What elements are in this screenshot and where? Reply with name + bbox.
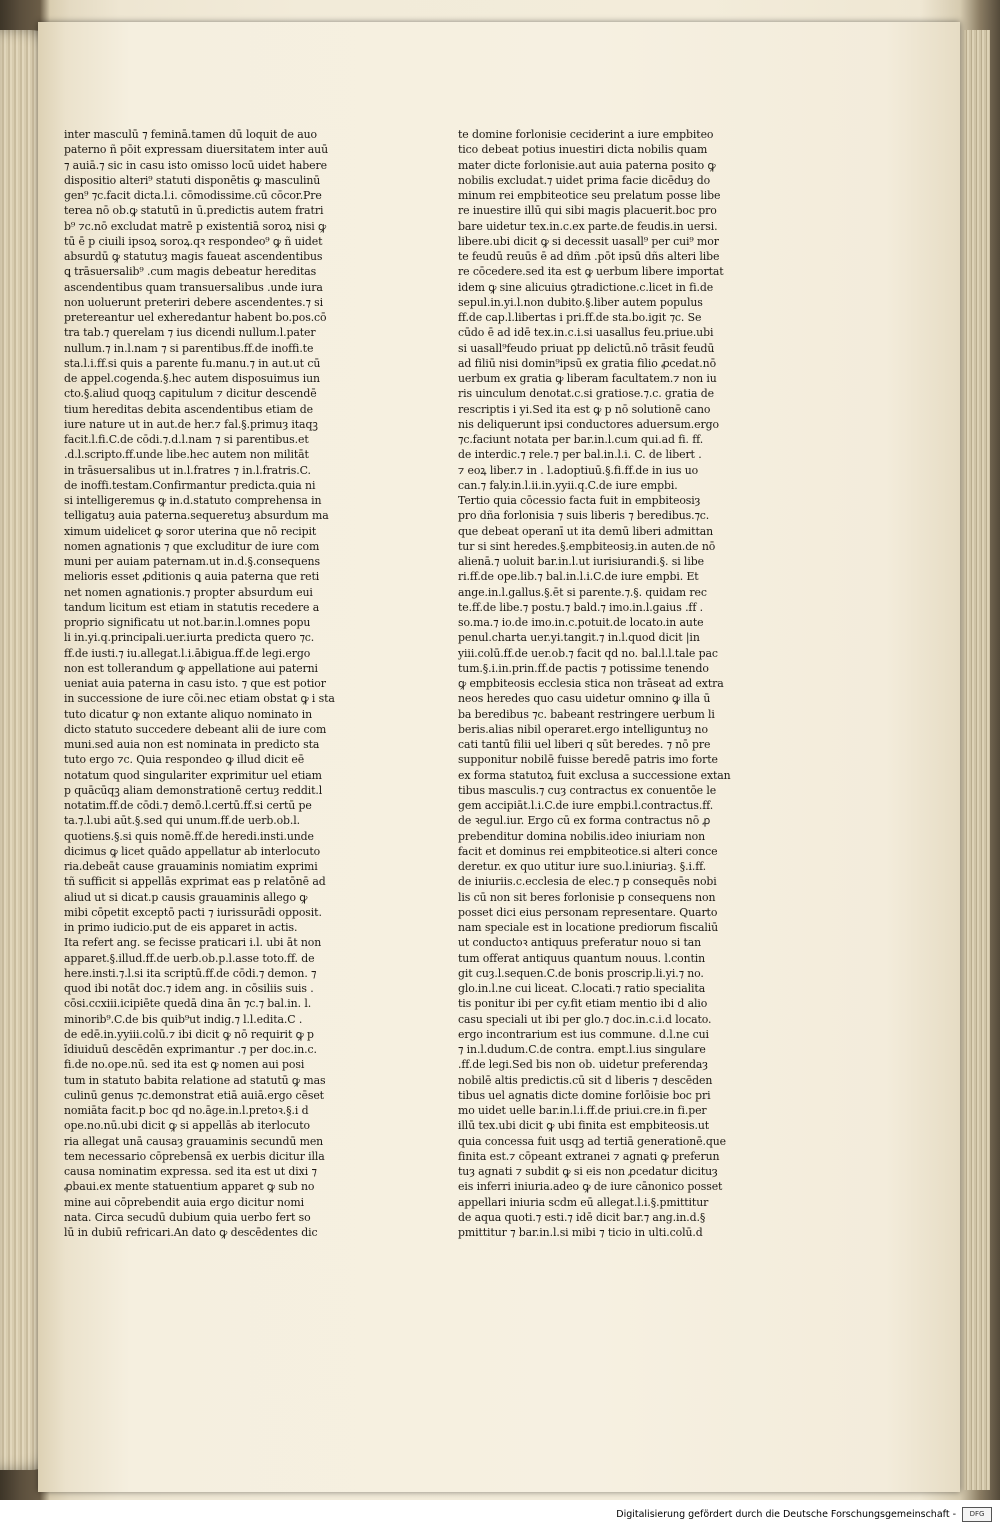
text-line: lū in dubiū refricari.An dato ꝙ descēdentes dic	[64, 1226, 318, 1239]
text-line: in primo iudicio.put de eis apparet in actis.	[64, 921, 298, 934]
text-line: te.ff.de libe.⁊ postu.⁊ bald.⁊ imo.in.l.gaius .ff .	[458, 600, 704, 614]
text-line: melioris esset ꝓditionis ꝗ auia paterna que reti	[64, 570, 320, 584]
text-line: te feudū reuūs ē ad dñm .pōt ipsū dñs alteri libe	[458, 250, 720, 263]
text-line: aliud ut si dicat.p causis grauaminis allego ꝙ	[64, 890, 308, 904]
text-line: facit.l.fi.C.de cōdi.⁊.d.l.nam ⁊ si parentibus.et	[64, 433, 309, 446]
text-line: rescriptis i yi.Sed ita est ꝙ p nō solutionē cano	[458, 402, 711, 416]
text-line: tuto dicatur ꝙ non extante aliquo nominato in	[64, 707, 313, 721]
text-line: ris uinculum denotat.c.si gratiose.⁊.c. gratia de	[458, 387, 714, 401]
text-line: ange.in.l.gallus.§.ēt si parente.⁊.§. quidam rec	[458, 585, 707, 599]
text-line: tra tab.⁊ querelam ⁊ ius dicendi nullum.l.pater	[64, 326, 316, 340]
text-line: ba beredibus ⁊c. babeant restringere uerbum li	[458, 707, 715, 721]
text-line: Tertio quia cōcessio facta fuit in empbiteosiȝ	[458, 494, 701, 507]
text-line: can.⁊ faly.in.l.ii.in.yyii.q.C.de iure empbi.	[458, 478, 678, 492]
text-line: mo uidet uelle bar.in.l.i.ff.de priui.cre.in fi.per	[458, 1104, 707, 1117]
text-line: ut conductoꝛ antiquus preferatur nouo si tan	[458, 936, 702, 950]
text-line: si uasall⁹feudo priuat pp delictū.nō trāsit feudū	[458, 341, 715, 355]
text-line: telligatuȝ auia paterna.sequeretuȝ absurdum ma	[64, 509, 329, 523]
text-line: nomiāta facit.p boc qd no.āge.in.l.pretoꝛ.§.i d	[64, 1104, 309, 1117]
text-line: nis deliquerunt ipsi conductores aduersum.ergo	[458, 417, 719, 431]
text-line: so.ma.⁊ io.de imo.in.c.potuit.de locato.in aute	[458, 616, 704, 629]
text-line: de inoffi.testam.Confirmantur predicta.quia ni	[64, 478, 316, 492]
text-line: de appel.cogenda.§.hec autem disposuimus iun	[64, 372, 320, 385]
text-line: tur si sint heredes.§.empbiteosiȝ.in auten.de nō	[458, 539, 716, 553]
text-line: lis cū non sit beres forlonisie p consequens non	[458, 890, 716, 904]
text-line: appellari iniuria scdm eū allegat.l.i.§.pmittitur	[458, 1195, 709, 1209]
text-line: pro dña forlonisia ⁊ suis liberis ⁊ beredibus.⁊c.	[458, 509, 710, 523]
dfg-logo: DFG	[962, 1507, 992, 1522]
text-line: li in.yi.q.principali.uer.iurta predicta quero ⁊c.	[64, 631, 315, 645]
text-line: de ꝛegul.iur. Ergo cū ex forma contractus nō ꝓ	[458, 814, 711, 828]
text-line: b⁹ ⁊c.nō excludat matrē p existentiā soroꝝ nisi ꝙ	[64, 219, 327, 233]
text-line: here.insti.⁊.l.si ita scriptū.ff.de cōdi.⁊ demon. ⁊	[64, 966, 317, 980]
text-line: tū ē p ciuili ipsoꝝ soroꝝ.qꝛ respondeo⁹ ꝙ ñ uidet	[64, 234, 323, 248]
text-line: tuȝ agnati ⁊ subdit ꝙ si eis non ꝓcedatur dicituȝ	[458, 1165, 718, 1178]
text-line: posset dici eius personam representare. Quarto	[458, 905, 718, 919]
text-line: non est tollerandum ꝙ appellatione aui paterni	[64, 661, 318, 675]
text-line: quod ibi notāt doc.⁊ idem ang. in cōsiliis suis .	[64, 982, 314, 995]
text-line: pmittitur ⁊ bar.in.l.si mibi ⁊ ticio in ulti.colū.d	[458, 1226, 703, 1239]
text-line: tandum licitum est etiam in statutis recedere a	[64, 600, 320, 614]
text-line: tibus masculis.⁊ cuȝ contractus ex conuentōe le	[458, 783, 717, 797]
text-line: idem ꝙ sine alicuius ꝯtradictione.c.licet in fi.de	[458, 280, 714, 294]
text-line: ⁊ auiā.⁊ sic in casu isto omisso locū uidet habere	[64, 158, 327, 172]
text-line: penul.charta uer.yi.tangit.⁊ in.l.quod dicit |in	[458, 631, 700, 645]
text-line: .ff.de legi.Sed bis non ob. uidetur preferendaȝ	[458, 1058, 708, 1072]
text-line: ff.de iusti.⁊ iu.allegat.l.i.ābigua.ff.de legi.ergo	[64, 646, 311, 660]
text-line: libere.ubi dicit ꝙ si decessit uasall⁹ per cui⁹ mor	[458, 234, 719, 248]
text-line: inter masculū ⁊ feminā.tamen dū loquit de auo	[64, 128, 317, 141]
text-line: sta.l.i.ff.si quis a parente fu.manu.⁊ in aut.ut cū	[64, 356, 321, 370]
text-line: casu speciali ut ibi per glo.⁊ doc.in.c.i.d locato.	[458, 1012, 712, 1026]
text-line: deretur. ex quo utitur iure suo.l.iniuriaȝ. §.i.ff.	[458, 860, 707, 873]
text-line: quia concessa fuit usqꝫ ad tertiā generationē.que	[458, 1134, 726, 1148]
right-page-edges	[964, 30, 990, 1490]
text-line: dispositio alteri⁹ statuti disponētis ꝙ masculinū	[64, 173, 321, 187]
text-line: supponitur nobilē fuisse beredē patris imo forte	[458, 753, 718, 767]
text-line: ad filiū nisi domin⁹ipsū ex gratia filio ꝓcedat.nō	[458, 356, 717, 370]
text-line: yiii.colū.ff.de uer.ob.⁊ facit qd no. bal.l.l.tale pac	[458, 646, 718, 660]
text-line: tum offerat antiquus quantum nouus. l.contin	[458, 951, 706, 965]
text-line: minorib⁹.C.de bis quib⁹ut indig.⁊ l.l.edita.C .	[64, 1012, 303, 1026]
text-line: causa nominatim expressa. sed ita est ut dixi ⁊	[64, 1165, 317, 1178]
text-line: īdiuiduū descēdēn exprimantur .⁊ per doc.in.c.	[64, 1043, 317, 1056]
text-line: in successione de iure cōi.nec etiam obstat ꝙ i sta	[64, 692, 335, 706]
text-line: gem accipiāt.l.i.C.de iure empbi.l.contractus.ff.	[458, 799, 714, 812]
text-line: fi.de no.ope.nū. sed ita est ꝙ nomen aui posi	[64, 1058, 305, 1072]
text-line: nullum.⁊ in.l.nam ⁊ si parentibus.ff.de inoffi.te	[64, 341, 314, 355]
text-line: alienā.⁊ uoluit bar.in.l.ut iurisiurandi.§. si libe	[458, 555, 704, 568]
text-line: mine aui cōprebendit auia ergo dicitur nomi	[64, 1195, 304, 1209]
text-line: nata. Circa secudū dubium quia uerbo fert so	[64, 1210, 311, 1224]
text-line: non uoluerunt preteriri debere ascendentes.⁊ si	[64, 295, 324, 309]
footer-bar	[0, 1500, 1000, 1527]
text-line: muni.sed auia non est nominata in predicto sta	[64, 738, 320, 751]
text-line: ꝗ trāsuersalib⁹ .cum magis debeatur hereditas	[64, 265, 317, 279]
text-line: de aqua quoti.⁊ esti.⁊ idē dicit bar.⁊ ang.in.d.§	[458, 1210, 706, 1224]
text-line: de edē.in.yyiii.colū.⁊ ibi dicit ꝙ nō requirit ꝙ p	[64, 1027, 314, 1041]
text-line: ri.ff.de ope.lib.⁊ bal.in.l.i.C.de iure empbi. Et	[458, 570, 699, 584]
text-line: cto.§.aliud quoqꝫ capitulum ⁊ dicitur descendē	[64, 387, 317, 401]
text-line: ⁊c.faciunt notata per bar.in.l.cum qui.ad fi. ff.	[458, 433, 704, 446]
text-line: apparet.§.illud.ff.de uerb.ob.p.l.asse toto.ff. de	[64, 951, 315, 965]
text-line: tum in statuto babita relatione ad statutū ꝙ mas	[64, 1073, 326, 1087]
left-text-column	[64, 127, 376, 1240]
text-line: muni per auiam paternam.ut in.d.§.consequens	[64, 555, 320, 568]
right-text-column	[458, 127, 776, 1240]
text-line: ⁊ in.l.dudum.C.de contra. empt.l.ius singulare	[458, 1043, 706, 1056]
text-line: culinū genus ⁊c.demonstrat etiā auiā.ergo cēset	[64, 1088, 324, 1102]
text-line: uerbum ex gratia ꝙ liberam facultatem.⁊ non iu	[458, 372, 717, 385]
text-line: net nomen agnationis.⁊ propter absurdum eui	[64, 585, 313, 599]
text-line: ta.⁊.l.ubi aūt.§.sed qui unum.ff.de uerb.ob.l.	[64, 814, 301, 828]
text-line: si intelligeremus ꝙ in.d.statuto comprehensa in	[64, 494, 322, 507]
text-line: ria allegat unā causaȝ grauaminis secundū men	[64, 1134, 324, 1148]
text-line: facit et dominus rei empbiteotice.si alteri conce	[458, 844, 718, 858]
text-line: minum rei empbiteotice seu prelatum posse libe	[458, 189, 721, 202]
text-line: Ita refert ang. se fecisse praticari i.l. ubi āt non	[64, 936, 322, 950]
text-line: mibi cōpetit exceptō pacti ⁊ iurissurādi opposit.	[64, 905, 322, 919]
text-line: ꝙ empbiteosis ecclesia stica non trāseat ad extra	[458, 677, 724, 690]
text-line: ex forma statutoꝝ fuit exclusa a successione extan	[458, 768, 731, 782]
text-line: git cuȝ.l.sequen.C.de bonis proscrip.li.yi.⁊ no.	[458, 966, 704, 980]
text-line: dicto statuto succedere debeant alii de iure com	[64, 722, 327, 736]
text-line: ascendentibus quam transuersalibus .unde iura	[64, 280, 323, 294]
text-line: ff.de cap.l.libertas i pri.ff.de sta.bo.igit ⁊c. Se	[458, 311, 702, 324]
text-line: cūdo ē ad idē tex.in.c.i.si uasallus feu.priue.ubi	[458, 326, 714, 340]
text-line: de interdic.⁊ rele.⁊ per bal.in.l.i. C. de libert .	[458, 448, 702, 462]
text-line: absurdū ꝙ statutuȝ magis faueat ascendentibus	[64, 250, 323, 263]
text-line: beris.alias nibil operaret.ergo intelliguntuȝ no	[458, 722, 708, 736]
text-line: eis inferri iniuria.adeo ꝙ de iure cānonico posset	[458, 1180, 723, 1194]
text-line: tuto ergo ⁊c. Quia respondeo ꝙ illud dicit eē	[64, 753, 305, 767]
text-line: bare uidetur tex.in.c.ex parte.de feudis.in uersi.	[458, 219, 718, 233]
text-line: nam speciale est in locatione prediorum fiscaliū	[458, 921, 719, 934]
text-line: ⁊ eoꝝ liber.⁊ in . l.adoptiuū.§.fi.ff.de in ius uo	[458, 463, 699, 477]
text-line: nobilē altis predictis.cū sit d liberis ⁊ descēden	[458, 1073, 713, 1087]
text-line: te domine forlonisie ceciderint a iure empbiteo	[458, 128, 714, 141]
text-line: ximum uidelicet ꝙ soror uterina que nō recipit	[64, 524, 317, 538]
text-line: cōsi.ccxiii.icipiēte quedā dina ān ⁊c.⁊ bal.in. l.	[64, 997, 312, 1011]
text-line: illū tex.ubi dicit ꝙ ubi finita est empbiteosis.ut	[458, 1119, 710, 1133]
text-line: tico debeat potius inuestiri dicta nobilis quam	[458, 143, 708, 157]
text-line: tñ sufficit si appellās exprimat eas p relatōnē ad	[64, 875, 326, 889]
text-line: que debeat operanī ut ita demū liberi admittan	[458, 524, 714, 538]
text-line: ꝓbaui.ex mente statuentium apparet ꝙ sub no	[64, 1180, 315, 1194]
text-line: tis ponitur ibi per cy.fit etiam mentio ibi d alio	[458, 997, 708, 1011]
text-line: quotiens.§.si quis nomē.ff.de heredi.insti.unde	[64, 829, 314, 843]
text-line: ria.debeāt cause grauaminis nomiatim exprimi	[64, 860, 318, 873]
text-line: ueniat auia paterna in casu isto. ⁊ que est potior	[64, 677, 326, 690]
text-line: glo.in.l.ne cui liceat. C.locati.⁊ ratio specialita	[458, 982, 706, 995]
footer-credit: Digitalisierung gefördert durch die Deutsche Forschungsgemeinschaft -	[616, 1509, 956, 1520]
text-line: neos heredes quo casu uidetur omnino ꝙ illa ū	[458, 692, 711, 706]
text-line: dicimus ꝙ licet quādo appellatur ab interlocuto	[64, 844, 321, 858]
text-line: de iniuriis.c.ecclesia de elec.⁊ p consequēs nobi	[458, 875, 717, 889]
text-line: tum.§.i.in.prin.ff.de pactis ⁊ potissime tenendo	[458, 661, 709, 675]
text-line: terea nō ob.ꝙ statutū in ū.predictis autem fratri	[64, 204, 324, 218]
text-line: mater dicte forlonisie.aut auia paterna posito ꝙ	[458, 158, 716, 172]
text-line: ope.no.nū.ubi dicit ꝙ si appellās ab iterlocuto	[64, 1119, 310, 1133]
text-line: iure nature ut in aut.de her.⁊ fal.§.primuȝ itaqꝫ	[64, 417, 318, 431]
text-line: in trāsuersalibus ut in.l.fratres ⁊ in.l.fratris.C.	[64, 463, 311, 477]
text-line: tem necessario cōprebensā ex uerbis dicitur illa	[64, 1149, 325, 1163]
text-line: nomen agnationis ⁊ que excluditur de iure com	[64, 539, 320, 553]
text-line: finita est.⁊ cōpeant extranei ⁊ agnati ꝙ preferun	[458, 1149, 720, 1163]
text-line: paterno ñ pōit expressam diuersitatem inter auū	[64, 143, 328, 157]
text-line: nobilis excludat.⁊ uidet prima facie dicēduȝ do	[458, 173, 711, 187]
text-line: gen⁹ ⁊c.facit dicta.l.i. cōmodissime.cū cōcor.Pre	[64, 189, 322, 202]
text-line: sepul.in.yi.l.non dubito.§.liber autem populus	[458, 295, 703, 309]
text-line: tium hereditas debita ascendentibus etiam de	[64, 402, 313, 416]
text-line: notatim.ff.de cōdi.⁊ demō.l.certū.ff.si certū pe	[64, 799, 312, 812]
text-line: .d.l.scripto.ff.unde libe.hec autem non militāt	[64, 448, 309, 462]
text-line: re cōcedere.sed ita est ꝙ uerbum libere importat	[458, 265, 724, 279]
text-line: cati tantū filii uel liberi q sūt beredes. ⁊ nō pre	[458, 738, 711, 751]
text-line: tibus uel agnatis dicte domine forlōisie boc pri	[458, 1088, 711, 1102]
text-line: re inuestire illū qui sibi magis placuerit.boc pro	[458, 204, 717, 218]
text-line: prebenditur domina nobilis.ideo iniuriam non	[458, 829, 705, 843]
text-line: notatum quod singulariter exprimitur uel etiam	[64, 768, 322, 782]
text-line: pretereantur uel exheredantur habent bo.pos.cō	[64, 311, 327, 324]
text-line: ergo incontrarium est ius commune. d.l.ne cui	[458, 1027, 709, 1041]
text-line: p quācūqꝫ aliam demonstrationē certuȝ reddit.l	[64, 783, 323, 797]
text-line: proprio significatu ut not.bar.in.l.omnes popu	[64, 616, 311, 629]
